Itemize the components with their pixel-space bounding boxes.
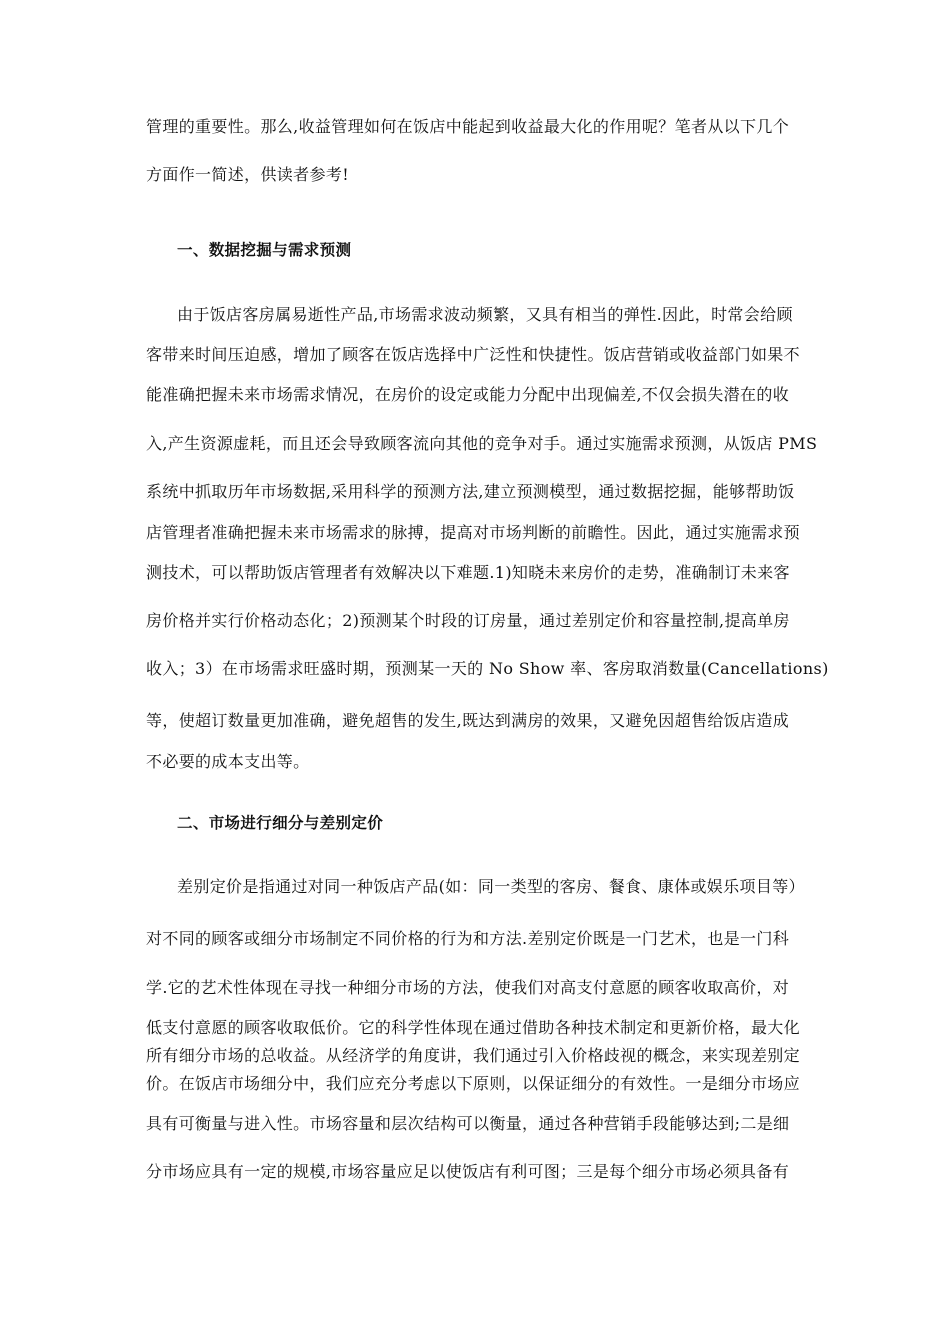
paragraph-line: 学.它的艺术性体现在寻找一种细分市场的方法，使我们对高支付意愿的顾客收取高价，对	[146, 978, 790, 997]
paragraph-line: 方面作一简述，供读者参考!	[146, 165, 349, 184]
paragraph-line: 价。在饭店市场细分中，我们应充分考虑以下原则，以保证细分的有效性。一是细分市场应	[146, 1074, 801, 1093]
paragraph-line: 测技术，可以帮助饭店管理者有效解决以下难题.1)知晓未来房价的走势，准确制订未来客	[146, 563, 790, 582]
paragraph-line: 对不同的顾客或细分市场制定不同价格的行为和方法.差别定价既是一门艺术，也是一门科	[146, 929, 790, 948]
section-heading-2: 二、市场进行细分与差别定价	[177, 814, 384, 832]
section-heading-1: 一、数据挖掘与需求预测	[177, 241, 352, 259]
paragraph-line: 入,产生资源虚耗，而且还会导致顾客流向其他的竞争对手。通过实施需求预测，从饭店 PMS	[146, 434, 818, 453]
paragraph-line: 低支付意愿的顾客收取低价。它的科学性体现在通过借助各种技术制定和更新价格，最大化	[146, 1018, 801, 1037]
paragraph-line: 店管理者准确把握未来市场需求的脉搏，提高对市场判断的前瞻性。因此，通过实施需求预	[146, 523, 801, 542]
paragraph-line: 不必要的成本支出等。	[146, 752, 310, 771]
paragraph-line: 系统中抓取历年市场数据,采用科学的预测方法,建立预测模型，通过数据挖掘，能够帮助饭	[146, 482, 795, 501]
paragraph-line: 所有细分市场的总收益。从经济学的角度讲，我们通过引入价格歧视的概念，来实现差别定	[146, 1046, 801, 1065]
paragraph-line: 具有可衡量与进入性。市场容量和层次结构可以衡量，通过各种营销手段能够达到;二是细	[146, 1114, 790, 1133]
paragraph-line: 房价格并实行价格动态化；2)预测某个时段的订房量，通过差别定价和容量控制,提高单房	[146, 611, 790, 630]
paragraph-line: 收入；3）在市场需求旺盛时期，预测某一天的 No Show 率、客房取消数量(Cancellations)	[146, 659, 829, 678]
paragraph-line: 能准确把握未来市场需求情况，在房价的设定或能力分配中出现偏差,不仅会损失潜在的收	[146, 385, 790, 404]
paragraph-line: 管理的重要性。那么,收益管理如何在饭店中能起到收益最大化的作用呢？笔者从以下几个	[146, 117, 790, 136]
paragraph-line: 分市场应具有一定的规模,市场容量应足以使饭店有利可图；三是每个细分市场必须具备有	[146, 1162, 790, 1181]
paragraph-line: 差别定价是指通过对同一种饭店产品(如：同一类型的客房、餐食、康体或娱乐项目等）	[177, 877, 805, 896]
paragraph-line: 由于饭店客房属易逝性产品,市场需求波动频繁，又具有相当的弹性.因此，时常会给顾	[177, 305, 793, 324]
paragraph-line: 客带来时间压迫感，增加了顾客在饭店选择中广泛性和快捷性。饭店营销或收益部门如果不	[146, 345, 801, 364]
paragraph-line: 等，使超订数量更加准确，避免超售的发生,既达到满房的效果，又避免因超售给饭店造成	[146, 711, 790, 730]
